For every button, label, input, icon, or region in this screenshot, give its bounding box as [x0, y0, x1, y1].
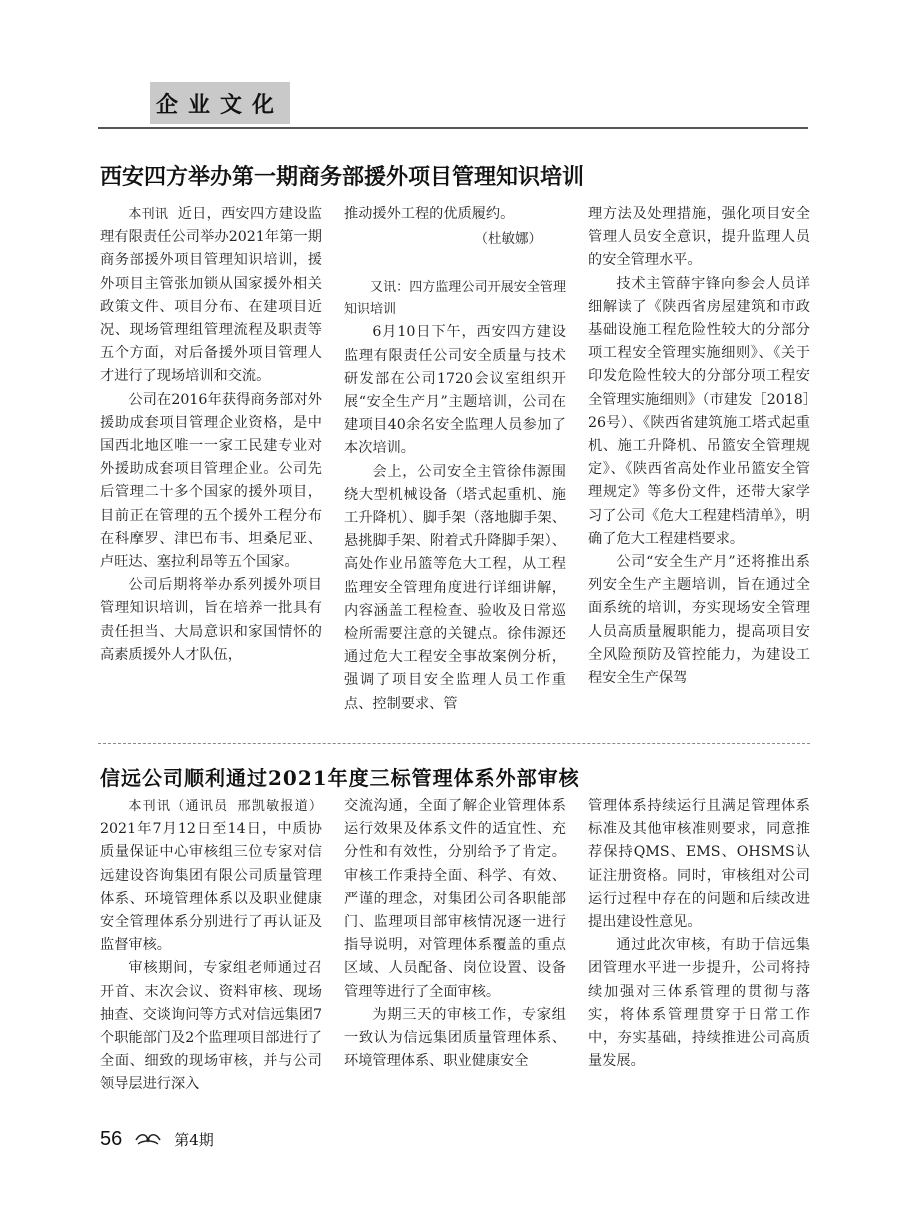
issue-number: 第4期 [174, 1131, 214, 1149]
paragraph-continuation: 推动援外工程的优质履约。 [344, 206, 515, 222]
page-footer [100, 1128, 214, 1151]
article1-body [100, 203, 810, 723]
paragraph: 技术主管薛宇锋向参会人员详细解读了《陕西省房屋建筑和市政基础设施工程危险性较大的分部分项工程安全管理实施细则》、《关于印发危险性较大的分部分项工程安全管理实施细则》（市建发［2018］26号）、《陕西省建筑施工塔式起重机、施工升降机、吊篮安全管理规定》、《陕西省高处作业吊篮安全管理规定》等多份文件，还带大家学习了公司《危大工程建档清单》，明确了危大工程建档要求。 [588, 275, 810, 547]
section-tab: 企业文化 [150, 82, 290, 124]
article1-title: 西安四方举办第一期商务部援外项目管理知识培训 [100, 165, 585, 190]
top-divider [98, 127, 808, 129]
paragraph: 6月10日下午，西安四方建设监理有限责任公司安全质量与技术研发部在公司1720会议室组织开展“安全生产月”主题培训，公司在建项目40余名安全监理人员参加了本次培训。 [344, 324, 566, 457]
paragraph: 会上，公司安全主管徐伟源围绕大型机械设备（塔式起重机、施工升降机）、脚手架（落地脚手架、悬挑脚手架、附着式升降脚手架）、高处作业吊篮等危大工程，从工程监理安全管理角度进行详细讲解，内容涵盖工程检查、验收及日常巡检所需要注意的关键点。徐伟源还通过危大工程安全事故案例分析，强调了项目安全监理人员工作重点、控制要求、管 [344, 463, 566, 712]
paragraph: 审核期间，专家组老师通过召开首、末次会议、资料审核、现场抽查、交谈询问等方式对信远集团7个职能部门及2个监理项目部进行了全面、细致的现场审核，并与公司领导层进行深入 [100, 960, 322, 1093]
dateline: 本刊讯（通讯员 邢凯敏报道） [128, 799, 322, 814]
sub-item-header: 又讯：四方监理公司开展安全管理知识培训 [344, 280, 566, 318]
article1-column-2 [344, 203, 566, 723]
paragraph-continuation: 理方法及处理措施，强化项目安全管理人员安全意识，提升监理人员的安全管理水平。 [588, 206, 810, 269]
article2-column-1 [100, 795, 322, 1115]
paragraph: 公司后期将举办系列援外项目管理知识培训，旨在培养一批具有责任担当、大局意识和家国情怀的高素质援外人才队伍， [100, 577, 322, 663]
dateline: 本刊讯 [128, 207, 169, 222]
article1-column-1 [100, 203, 322, 723]
paragraph: 公司在2016年获得商务部对外援助成套项目管理企业资格，是中国西北地区唯一一家工民建专业对外援助成套项目管理企业。公司先后管理二十多个国家的援外项目，目前正在管理的五个援外工程分布在科摩罗、津巴布韦、坦桑尼亚、卢旺达、塞拉利昂等五个国家。 [100, 391, 322, 571]
page-number: 56 [100, 1128, 123, 1150]
paragraph-text: 近日，西安四方建设监理有限责任公司举办2021年第一期商务部援外项目管理知识培训，援外项目主管张加锁从国家援外相关政策文件、项目分布、在建项目近况、现场管理组管理流程及职责等五个方面，对后备援外项目管理人才进行了现场培训和交流。 [100, 206, 322, 385]
article-divider [98, 743, 810, 744]
article2-title: 信远公司顺利通过2021年度三标管理体系外部审核 [100, 766, 580, 790]
paragraph [100, 795, 322, 957]
paragraph: 为期三天的审核工作，专家组一致认为信远集团质量管理体系、环境管理体系、职业健康安全 [344, 1006, 566, 1070]
paragraph [100, 203, 322, 389]
paragraph-continuation: 交流沟通，全面了解企业管理体系运行效果及体系文件的适宜性、充分性和有效性，分别给予了肯定。审核工作秉持全面、科学、有效、严谨的理念，对集团公司各职能部门、监理项目部审核情况逐一进行指导说明，对管理体系覆盖的重点区域、人员配备、岗位设置、设备管理等进行了全面审核。 [344, 798, 566, 1000]
article1-column-3 [588, 203, 810, 723]
paragraph: 通过此次审核，有助于信远集团管理水平进一步提升，公司将持续加强对三体系管理的贯彻与落实，将体系管理贯穿于日常工作中，夯实基础，持续推进公司高质量发展。 [588, 937, 810, 1070]
article2-column-2 [344, 795, 566, 1115]
article2-column-3 [588, 795, 810, 1115]
magazine-logo-icon [134, 1131, 162, 1149]
article2-body [100, 795, 810, 1115]
paragraph-continuation: 管理体系持续运行且满足管理体系标准及其他审核准则要求，同意推荐保持QMS、EMS、OHSMS认证注册资格。同时，审核组对公司运行过程中存在的问题和后续改进提出建设性意见。 [588, 798, 810, 931]
spacer [344, 251, 566, 265]
author-signature: （杜敏娜） [474, 231, 542, 248]
paragraph: 公司“安全生产月”还将推出系列安全生产主题培训，旨在通过全面系统的培训，夯实现场安全管理人员高质量履职能力，提高项目安全风险预防及管控能力，为建设工程安全生产保驾 [588, 554, 810, 687]
paragraph-text: 2021年7月12日至14日，中质协质量保证中心审核组三位专家对信远建设咨询集团有限公司质量管理体系、环境管理体系以及职业健康安全管理体系分别进行了再认证及监督审核。 [100, 821, 322, 954]
